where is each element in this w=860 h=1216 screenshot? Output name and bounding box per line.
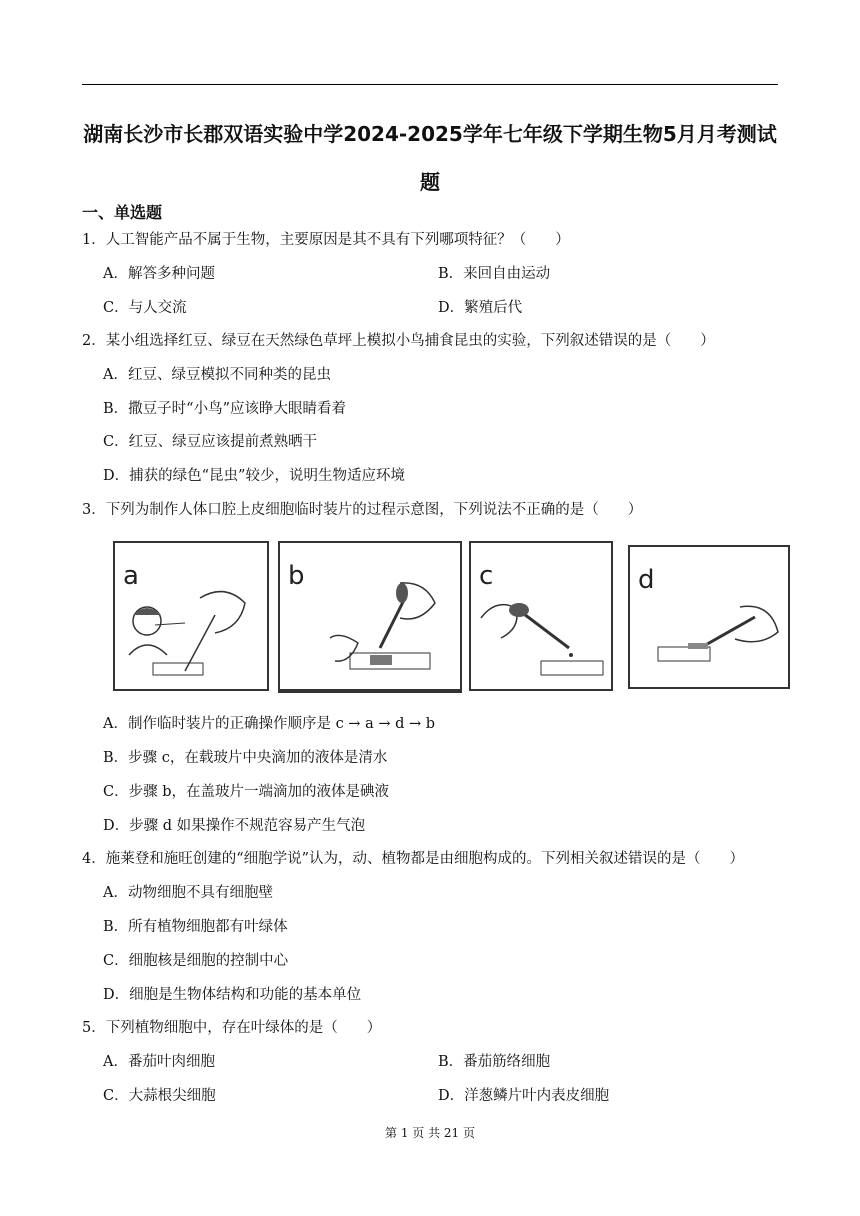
q5-option-c[interactable]: C．大蒜根尖细胞 bbox=[103, 1088, 216, 1104]
section-heading: 一、单选题 bbox=[82, 203, 163, 222]
q3-option-a[interactable]: A．制作临时装片的正确操作顺序是 c → a → d → b bbox=[103, 716, 436, 732]
q3-option-b[interactable]: B．步骤 c，在载玻片中央滴加的液体是清水 bbox=[103, 750, 388, 766]
q1-option-b[interactable]: B．来回自由运动 bbox=[438, 266, 551, 282]
q4-option-c[interactable]: C．细胞核是细胞的控制中心 bbox=[103, 953, 289, 969]
q1-option-c[interactable]: C．与人交流 bbox=[103, 300, 187, 316]
q3-option-c[interactable]: C．步骤 b，在盖玻片一端滴加的液体是碘液 bbox=[103, 784, 389, 800]
question-3-stem: 3．下列为制作人体口腔上皮细胞临时装片的过程示意图，下列说法不正确的是（ ） bbox=[82, 502, 643, 518]
dropper-sketch-icon bbox=[280, 543, 460, 689]
q2-option-b[interactable]: B．撒豆子时“小鸟”应该睁大眼睛看着 bbox=[103, 401, 346, 417]
swab-sketch-icon bbox=[115, 543, 267, 689]
pipette-sketch-icon bbox=[471, 543, 611, 689]
q5-option-a[interactable]: A．番茄叶肉细胞 bbox=[103, 1054, 215, 1070]
question-1-stem: 1．人工智能产品不属于生物，主要原因是其不具有下列哪项特征？（ ） bbox=[82, 232, 570, 248]
q3-option-d[interactable]: D．步骤 d 如果操作不规范容易产生气泡 bbox=[103, 818, 366, 834]
page-footer: 第 1 页 共 21 页 bbox=[385, 1126, 475, 1140]
figure-label-a: a bbox=[123, 561, 139, 591]
q1-option-d[interactable]: D．繁殖后代 bbox=[438, 300, 523, 316]
figure-label-b: b bbox=[288, 561, 305, 591]
q2-option-d[interactable]: D．捕获的绿色“昆虫”较少，说明生物适应环境 bbox=[103, 468, 405, 484]
q4-option-d[interactable]: D．细胞是生物体结构和功能的基本单位 bbox=[103, 987, 362, 1003]
header-rule bbox=[82, 84, 778, 85]
q2-option-c[interactable]: C．红豆、绿豆应该提前煮熟晒干 bbox=[103, 434, 318, 450]
figure-panel-b bbox=[278, 541, 462, 693]
tweezers-sketch-icon bbox=[630, 547, 788, 687]
page-title-cont: 题 bbox=[420, 170, 440, 194]
question-4-stem: 4．施莱登和施旺创建的“细胞学说”认为，动、植物都是由细胞构成的。下列相关叙述错误的是（ ） bbox=[82, 851, 745, 867]
figure-panel-c bbox=[469, 541, 613, 691]
question-2-stem: 2．某小组选择红豆、绿豆在天然绿色草坪上模拟小鸟捕食昆虫的实验，下列叙述错误的是（ ） bbox=[82, 333, 715, 349]
q2-option-a[interactable]: A．红豆、绿豆模拟不同种类的昆虫 bbox=[103, 367, 331, 383]
q4-option-b[interactable]: B．所有植物细胞都有叶绿体 bbox=[103, 919, 288, 935]
q5-option-b[interactable]: B．番茄筋络细胞 bbox=[438, 1054, 551, 1070]
figure-panel-a bbox=[113, 541, 269, 691]
q1-option-a[interactable]: A．解答多种问题 bbox=[103, 266, 215, 282]
figure-label-c: c bbox=[479, 561, 494, 591]
q5-option-d[interactable]: D．洋葱鳞片叶内表皮细胞 bbox=[438, 1088, 610, 1104]
q4-option-a[interactable]: A．动物细胞不具有细胞壁 bbox=[103, 885, 273, 901]
page-title: 湖南长沙市长郡双语实验中学2024-2025学年七年级下学期生物5月月考测试 bbox=[83, 122, 777, 146]
figure-label-d: d bbox=[638, 565, 655, 595]
figure-panel-d bbox=[628, 545, 790, 689]
question-5-stem: 5．下列植物细胞中，存在叶绿体的是（ ） bbox=[82, 1020, 382, 1036]
